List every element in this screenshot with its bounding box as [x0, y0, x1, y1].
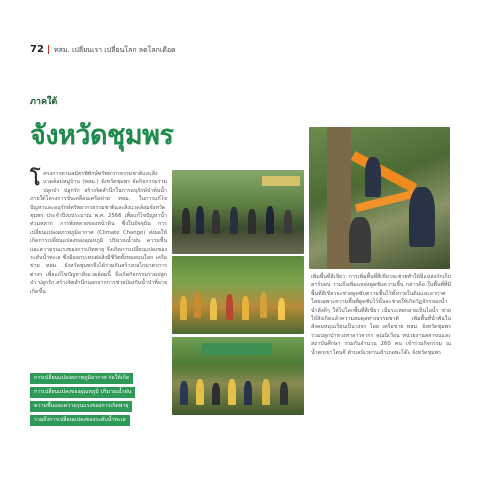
running-head-title: ทสม. เปลี่ยนเรา เปลี่ยนโลก ลดโลกเดือด — [54, 46, 176, 54]
group-photo-banner — [172, 170, 304, 254]
seated-group-photo — [172, 337, 304, 415]
tree-planting-crowd-photo — [172, 256, 304, 334]
header-divider — [48, 45, 49, 54]
body-paragraph — [30, 170, 167, 296]
highlight-tag: รวมถึงการเปลี่ยนแปลงของระดับน้ำทะเล — [30, 415, 130, 426]
highlight-tag: ความชื้นและความรุนแรงของการเกิดพายุ — [30, 401, 132, 412]
right-column-paragraph: เพิ่มพื้นที่สีเขียว การเพิ่มพื้นที่สีเขียวจะช่วยทำให้มีแหล่งกักเก็บคาร์บอน รวมถึงเพิ่มแหล่งดูดซับความชื้น กล่าวคือ ในพื้นที่ที่มีพื้นที่สีเขียวจะช่วยดูดซับความชื้นไว้ทั้งกายในดินและอากาศ โดยเฉพาะความชื้นที่ดูดซับไว้นั้นจะช่วยให้เกิดวัฏจักรของน้ำ นำสิ่งดีๆ ให้ไปโลกพื้นที่สีเขียว เมื่อระเหยกลายเป็นไอน้ำ ช่วยให้สิ่งเกิดแล้วความสมดุลทางธรรมชาติ เพิ่มพื้นที่นำพันในสังคมหมุนเวียนเป็นวงจร โดย เครือข่าย ทสม. จังหวัดชุมพร ร่วมปลูกป่าหวงหาลาวจากร คุณนิเวียน หน่วยงานสสาขนและสถาบันศึกษา ร่วมกันจำนวน 260 คน เข้าร่วมกิจกรรม ณ น้ำตกเขาโตนจึ ตำบลนิเวยานเฝ้าเภอพะโต๊ะ จังหวัดชุมพร — [311, 274, 451, 356]
page-number: 72 — [30, 44, 44, 55]
highlight-tags — [30, 373, 170, 429]
tree-ribbon-photo — [309, 127, 450, 269]
highlight-tag: การเปลี่ยนแปลงสภาพภูมิอากาศ ก่อให้เกิด — [30, 373, 133, 384]
body-paragraph-text: ครงการตามสมัครพิทักษ์ทรัพยากรธรรมชาติและสิ่งแวดล้อมหมู่บ้าน (ทสม.) จังหวัดชุมพร จัดกิจกรรมร่วมปลูกป่า ปลูกรัก สร้างจิตสำนึกในการอนุรักษ์ป่าต้นน้ำ ภายใต้โครงการขับเคลื่อนเครือข่าย ทสม. ในการแก้ไขปัญหาและอนุรักษ์ทรัพยากรธรรมชาติและสิ่งแวดล้อมจังหวัดชุมพร ประจำปีงบประมาณ พ.ศ. 2566 เพื่อแก้ไขปัญหาน้ำท่วมหลาก การพังทลายของหน้าดิน ซึ่งในปัจจุบัน การเปลี่ยนแปลงสภาพภูมิอากาศ (Climate Change) ส่งผลให้เกิดการเปลี่ยนแปลงของอุณหภูมิ ปริมาณน้ำฝน ความชื้น และความรุนแรงของการเกิดพายุ จึงเกิดการเปลี่ยนแปลงของระดับน้ำทะเล ซึ่งมีผลกระทบต่อสิ่งมีชีวิตทั้งหมดบนโลก เครือข่าย ทสม. จังหวัดชุมพรจึงได้ร่วมกันสร้างกลไกมาตรการต่างๆ เพื่อแก้ไขปัญหาสิ่งแวดล้อมนี้ จึงเกิดกิจกรรมร่วมปลูกป่า ปลูกรัก สร้างจิตสำนึกนอกจากการช่วยป้องกันน้ำป่าที่อาจเกิดขึ้น — [30, 171, 167, 295]
province-title: จังหวัดชุมพร — [30, 120, 174, 151]
running-header — [30, 44, 450, 56]
region-label: ภาคใต้ — [30, 97, 58, 107]
drop-cap: โ — [30, 168, 41, 190]
highlight-tag: การเปลี่ยนแปลงของอุณหภูมิ ปริมาณน้ำฝน — [30, 387, 135, 398]
